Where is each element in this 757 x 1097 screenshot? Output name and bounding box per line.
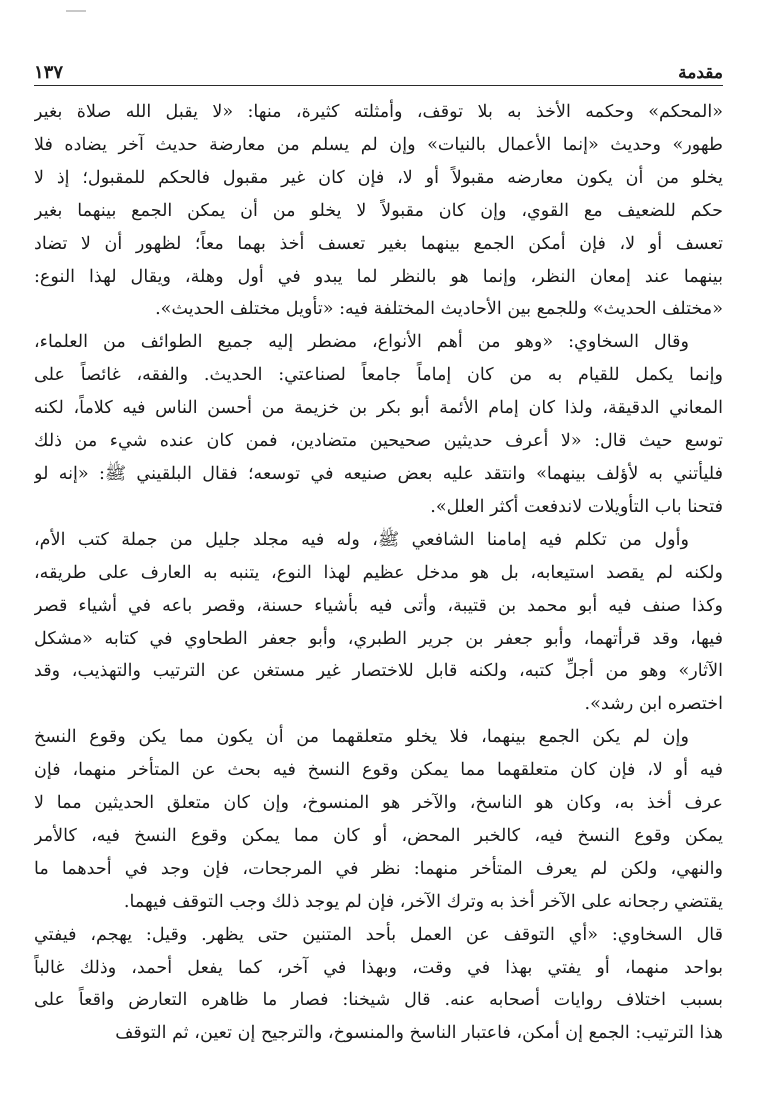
text-line: طهور» وحديث «إنما الأعمال بالنيات» وإن لم يسلم من معارضة حديث آخر يضاده فلا — [34, 134, 723, 155]
text-line: قال السخاوي: «أي التوقف عن العمل بأحد المتنين حتى يظهر. وقيل: يهجم، فيفتي — [34, 924, 723, 945]
text-line: هذا الترتيب: الجمع إن أمكن، فاعتبار الناسخ والمنسوخ، والترجيح إن تعين، ثم التوقف — [115, 1023, 723, 1044]
scan-mark — [66, 10, 86, 12]
text-line: «مختلف الحديث» وللجمع بين الأحاديث المختلفة فيه: «تأويل مختلف الحديث». — [155, 299, 723, 320]
header-rule — [34, 85, 723, 86]
page-header — [34, 50, 723, 82]
paragraph — [34, 326, 723, 523]
text-line: يقتضي رجحانه على الآخر أخذ به وترك الآخر، فإن لم يوجد ذلك وجب التوقف فيهما. — [123, 891, 723, 912]
text-line: عرف أخذ به، وكان هو الناسخ، والآخر هو المنسوخ، وإن كان متعلق الحديثين مما لا — [34, 793, 723, 814]
text-line: الآثار» وهو من أجلِّ كتبه، ولكنه قابل للاختصار غير مستغن عن الترتيب والتهذيب، وقد — [34, 661, 723, 682]
text-line: «المحكم» وحكمه الأخذ به بلا توقف، وأمثلته كثيرة، منها: «لا يقبل الله صلاة بغير — [34, 102, 723, 122]
text-line: بينهما عند إمعان النظر، وإنما هو بالنظر لما يبدو في أول وهلة، ويقال لهذا النوع: — [34, 266, 723, 287]
paragraph — [34, 721, 723, 918]
page-body — [34, 96, 723, 1083]
text-line: توسع حيث قال: «لا أعرف حديثين صحيحين متضادين، فمن كان عنده شيء من ذلك — [34, 431, 723, 452]
text-line: يخلو من أن يكون معارضه مقبولاً أو لا، فإن كان غير مقبول فالحكم للمقبول؛ إذ لا — [34, 167, 723, 188]
text-line: فيه أو لا، فإن كان متعلقهما مما يمكن وقوع النسخ فيه بحث عن المتأخر منهما، فإن — [34, 760, 723, 781]
text-line: بواحد منهما، أو يفتي بهذا في وقت، وبهذا في آخر، كما يفعل أحمد، وذلك غالباً — [34, 957, 723, 978]
paragraph — [34, 524, 723, 721]
text-line: وقال السخاوي: «وهو من أهم الأنواع، مضطر إليه جميع الطوائف من العلماء، — [34, 332, 689, 353]
text-line: بسبب اختلاف روايات أصحابه عنه. قال شيخنا: فصار ما ظاهره التعارض واقعاً على — [34, 990, 723, 1011]
text-line: وكذا صنف فيه أبو محمد بن قتيبة، وأتى فيه بأشياء حسنة، وقصر باعه في أشياء قصر — [34, 595, 723, 616]
page-number: ١٣٧ — [34, 62, 64, 83]
text-line: وإنما يكمل للقيام به من كان إماماً جامعاً لصناعتي: الحديث. والفقه، غائصاً على — [34, 365, 723, 386]
text-line: تعسف أو لا، فإن أمكن الجمع بينهما بغير تعسف أخذ بهما معاً؛ لظهور أن لا تضاد — [34, 233, 723, 254]
text-line: ولكنه لم يقصد استيعابه، بل هو مدخل عظيم لهذا النوع، يتنبه به العارف على طريقه، — [34, 562, 723, 583]
running-head: مقدمة — [678, 63, 723, 83]
text-line: وإن لم يكن الجمع بينهما، فلا يخلو متعلقهما من أن يكون مما يكن وقوع النسخ — [34, 727, 689, 748]
paragraph — [34, 919, 723, 1051]
text-line: فتحنا باب التأويلات لاندفعت أكثر العلل». — [430, 496, 723, 517]
text-line: اختصره ابن رشد». — [584, 694, 723, 715]
text-line: والنهي، ولكن لم يعرف المتأخر منهما: نظر في المرجحات، فإن وجد في أحدهما ما — [34, 858, 723, 879]
text-line: المعاني الدقيقة، ولذا كان إمام الأئمة أبو بكر بن خزيمة من أحسن الناس فيه كلاماً، لكنه — [34, 398, 723, 419]
text-line: يمكن وقوع النسخ فيه، كالخبر المحض، أو كان مما يمكن وقوع النسخ فيه، كالأمر — [34, 825, 723, 846]
text-line: فليأتني به لأؤلف بينهما» وانتقد عليه بعض صنيعه في توسعه؛ فقال البلقيني ﷺ: «إنه لو — [34, 463, 723, 484]
paragraph — [34, 96, 723, 326]
text-line: وأول من تكلم فيه إمامنا الشافعي ﷺ، وله فيه مجلد جليل من جملة كتب الأم، — [34, 529, 689, 550]
text-line: حكم للضعيف مع القوي، وإن كان مقبولاً لا يخلو من أن يمكن الجمع بينهما بغير — [34, 200, 723, 221]
text-line: فيها، وقد قرأتهما، وأبو جعفر بن جرير الطبري، وأبو جعفر الطحاوي في كتابه «مشكل — [34, 628, 723, 649]
